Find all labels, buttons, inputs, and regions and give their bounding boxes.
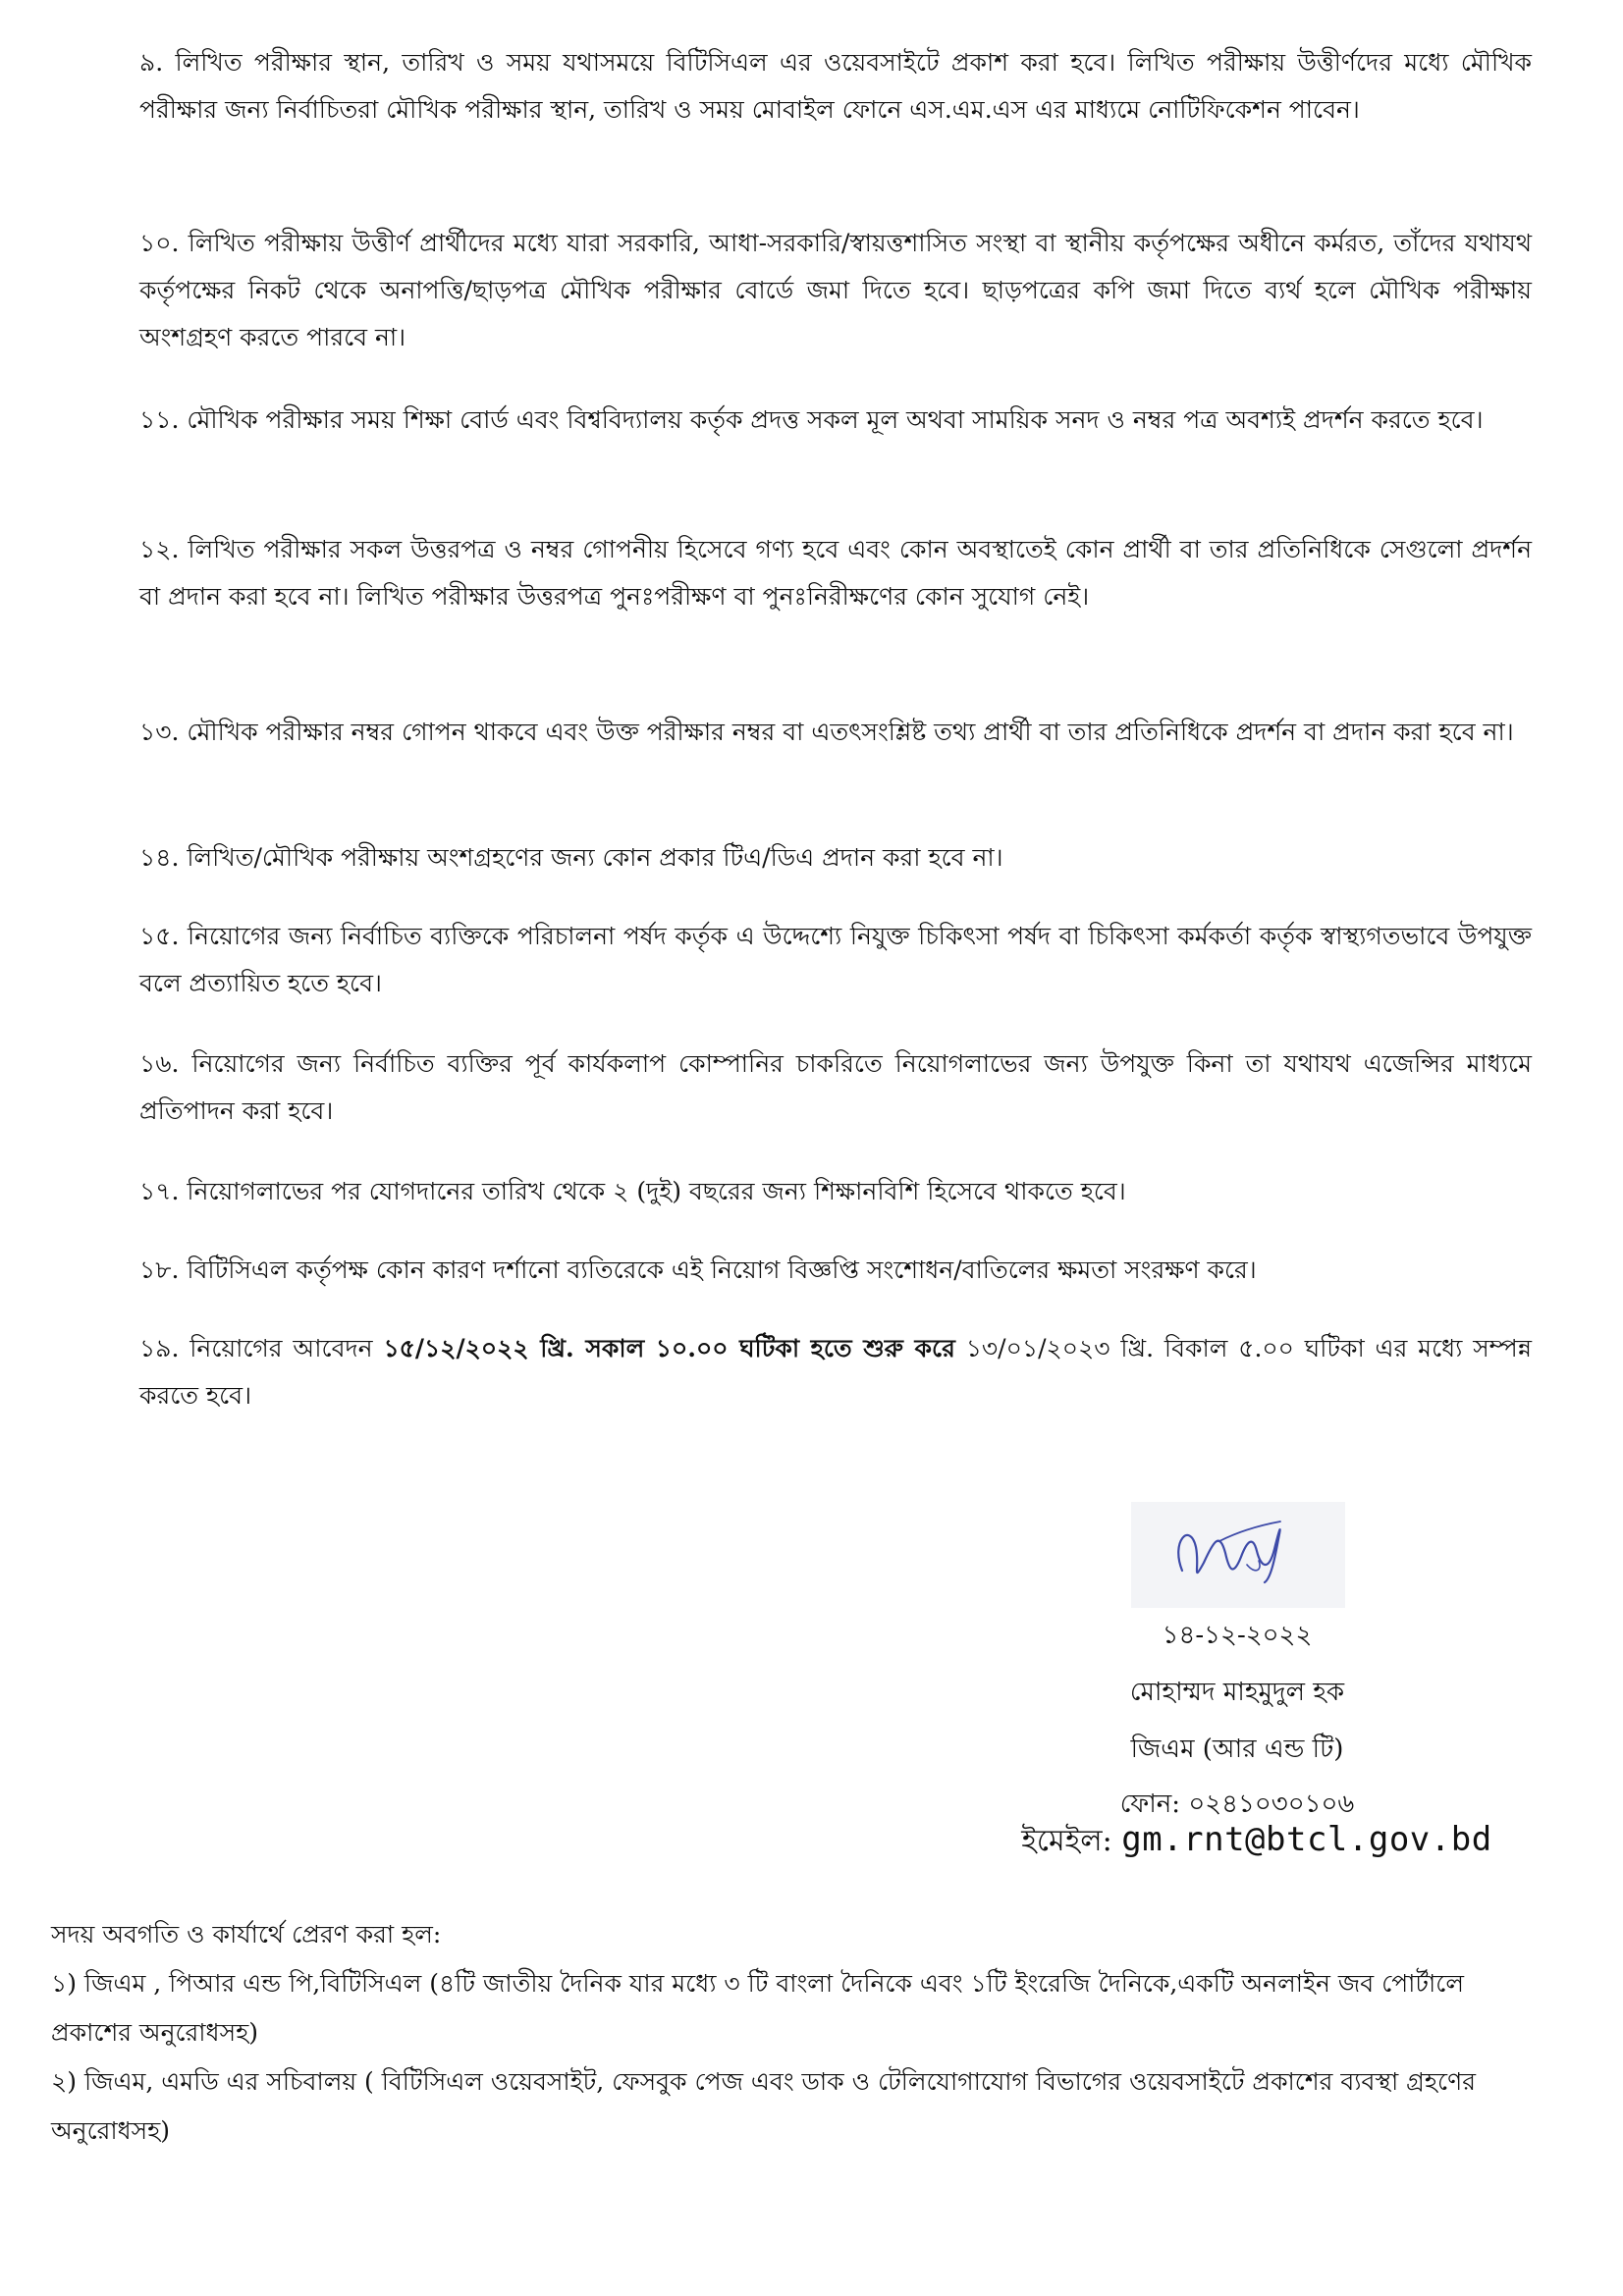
- paragraph-11: ১১. মৌখিক পরীক্ষার সময় শিক্ষা বোর্ড এবং বিশ্ববিদ্যালয় কর্তৃক প্রদত্ত সকল মূল অথবা সাময়িক সনদ ও নম্বর পত্র অবশ্যই প্রদর্শন করতে হবে।: [139, 405, 1484, 434]
- paragraph-9: ৯. লিখিত পরীক্ষার স্থান, তারিখ ও সময় যথাসময়ে বিটিসিএল এর ওয়েবসাইটে প্রকাশ করা হবে। লিখিত পরীক্ষায় উত্তীর্ণদের মধ্যে মৌখিক পরীক্ষার জন্য নির্বাচিতরা মৌখিক পরীক্ষার স্থান, তারিখ ও সময় মোবাইল ফোনে এস.এম.এস এর মাধ্যমে নোটিফিকেশন পাবেন।: [139, 48, 1533, 124]
- application-start-date: ১৫/১২/২০২২ খ্রি. সকাল ১০.০০ ঘটিকা হতে শুরু করে: [383, 1334, 955, 1362]
- signature-date: ১৪-১২-২০২২: [1162, 1621, 1313, 1650]
- signatory-name: মোহাম্মদ মাহমুদুল হক: [1129, 1678, 1345, 1707]
- cc-item-2: ২) জিএম, এমডি এর সচিবালয় ( বিটিসিএল ওয়েবসাইট, ফেসবুক পেজ এবং ডাক ও টেলিযোগাযোগ বিভাগের ওয়েবসাইটে প্রকাশের ব্যবস্থা গ্রহণের অনুরোধসহ): [51, 2067, 1476, 2145]
- paragraph-17: ১৭. নিয়োগলাভের পর যোগদানের তারিখ থেকে ২ (দুই) বছরের জন্য শিক্ষানবিশি হিসেবে থাকতে হবে।: [139, 1177, 1126, 1205]
- signature-image: [1131, 1502, 1345, 1608]
- paragraph-19: ১৯. নিয়োগের আবেদন ১৫/১২/২০২২ খ্রি. সকাল ১০.০০ ঘটিকা হতে শুরু করে ১৩/০১/২০২৩ খ্রি. বিকাল ৫.০০ ঘটিকা এর মধ্যে সম্পন্ন করতে হবে।: [139, 1334, 1532, 1410]
- paragraph-12: ১২. লিখিত পরীক্ষার সকল উত্তরপত্র ও নম্বর গোপনীয় হিসেবে গণ্য হবে এবং কোন অবস্থাতেই কোন প্রার্থী বা তার প্রতিনিধিকে সেগুলো প্রদর্শন বা প্রদান করা হবে না। লিখিত পরীক্ষার উত্তরপত্র পুনঃপরীক্ষণ বা পুনঃনিরীক্ষণের কোন সুযোগ নেই।: [139, 535, 1532, 611]
- paragraph-16: ১৬. নিয়োগের জন্য নির্বাচিত ব্যক্তির পূর্ব কার্যকলাপ কোম্পানির চাকরিতে নিয়োগলাভের জন্য উপযুক্ত কিনা তা যথাযথ এজেন্সির মাধ্যমে প্রতিপাদন করা হবে।: [139, 1049, 1532, 1125]
- paragraph-13: ১৩. মৌখিক পরীক্ষার নম্বর গোপন থাকবে এবং উক্ত পরীক্ষার নম্বর বা এতৎসংশ্লিষ্ট তথ্য প্রার্থী বা তার প্রতিনিধিকে প্রদর্শন বা প্রদান করা হবে না।: [139, 718, 1514, 746]
- signatory-designation: জিএম (আর এন্ড টি): [1130, 1735, 1344, 1764]
- paragraph-18: ১৮. বিটিসিএল কর্তৃপক্ষ কোন কারণ দর্শানো ব্যতিরেকে এই নিয়োগ বিজ্ঞপ্তি সংশোধন/বাতিলের ক্ষমতা সংরক্ষণ করে।: [139, 1255, 1257, 1284]
- paragraph-14: ১৪. লিখিত/মৌখিক পরীক্ষায় অংশগ্রহণের জন্য কোন প্রকার টিএ/ডিএ প্রদান করা হবে না।: [139, 843, 1003, 872]
- signatory-phone: ফোন: ০২৪১০৩০১০৬: [1119, 1789, 1355, 1819]
- signatory-email-line: ইমেইল: gm.rnt@btcl.gov.bd: [1021, 1820, 1492, 1859]
- cc-item-1: ১) জিএম , পিআর এন্ড পি,বিটিসিএল (৪টি জাতীয় দৈনিক যার মধ্যে ৩ টি বাংলা দৈনিকে এবং ১টি ইংরেজি দৈনিকে,একটি অনলাইন জব পোর্টালে প্রকাশের অনুরোধসহ): [51, 1969, 1464, 2047]
- cc-heading: সদয় অবগতি ও কার্যার্থে প্রেরণ করা হল:: [51, 1920, 442, 1949]
- paragraph-15: ১৫. নিয়োগের জন্য নির্বাচিত ব্যক্তিকে পরিচালনা পর্ষদ কর্তৃক এ উদ্দেশ্যে নিযুক্ত চিকিৎসা পর্ষদ বা চিকিৎসা কর্মকর্তা কর্তৃক স্বাস্থ্যগতভাবে উপযুক্ত বলে প্রত্যায়িত হতে হবে।: [139, 922, 1532, 997]
- signatory-email: gm.rnt@btcl.gov.bd: [1121, 1820, 1492, 1859]
- paragraph-10: ১০. লিখিত পরীক্ষায় উত্তীর্ণ প্রার্থীদের মধ্যে যারা সরকারি, আধা-সরকারি/স্বায়ত্তশাসিত সংস্থা বা স্থানীয় কর্তৃপক্ষের অধীনে কর্মরত, তাঁদের যথাযথ কর্তৃপক্ষের নিকট থেকে অনাপত্তি/ছাড়পত্র মৌখিক পরীক্ষার বোর্ডে জমা দিতে হবে। ছাড়পত্রের কপি জমা দিতে ব্যর্থ হলে মৌখিক পরীক্ষায় অংশগ্রহণ করতে পারবে না।: [139, 229, 1533, 351]
